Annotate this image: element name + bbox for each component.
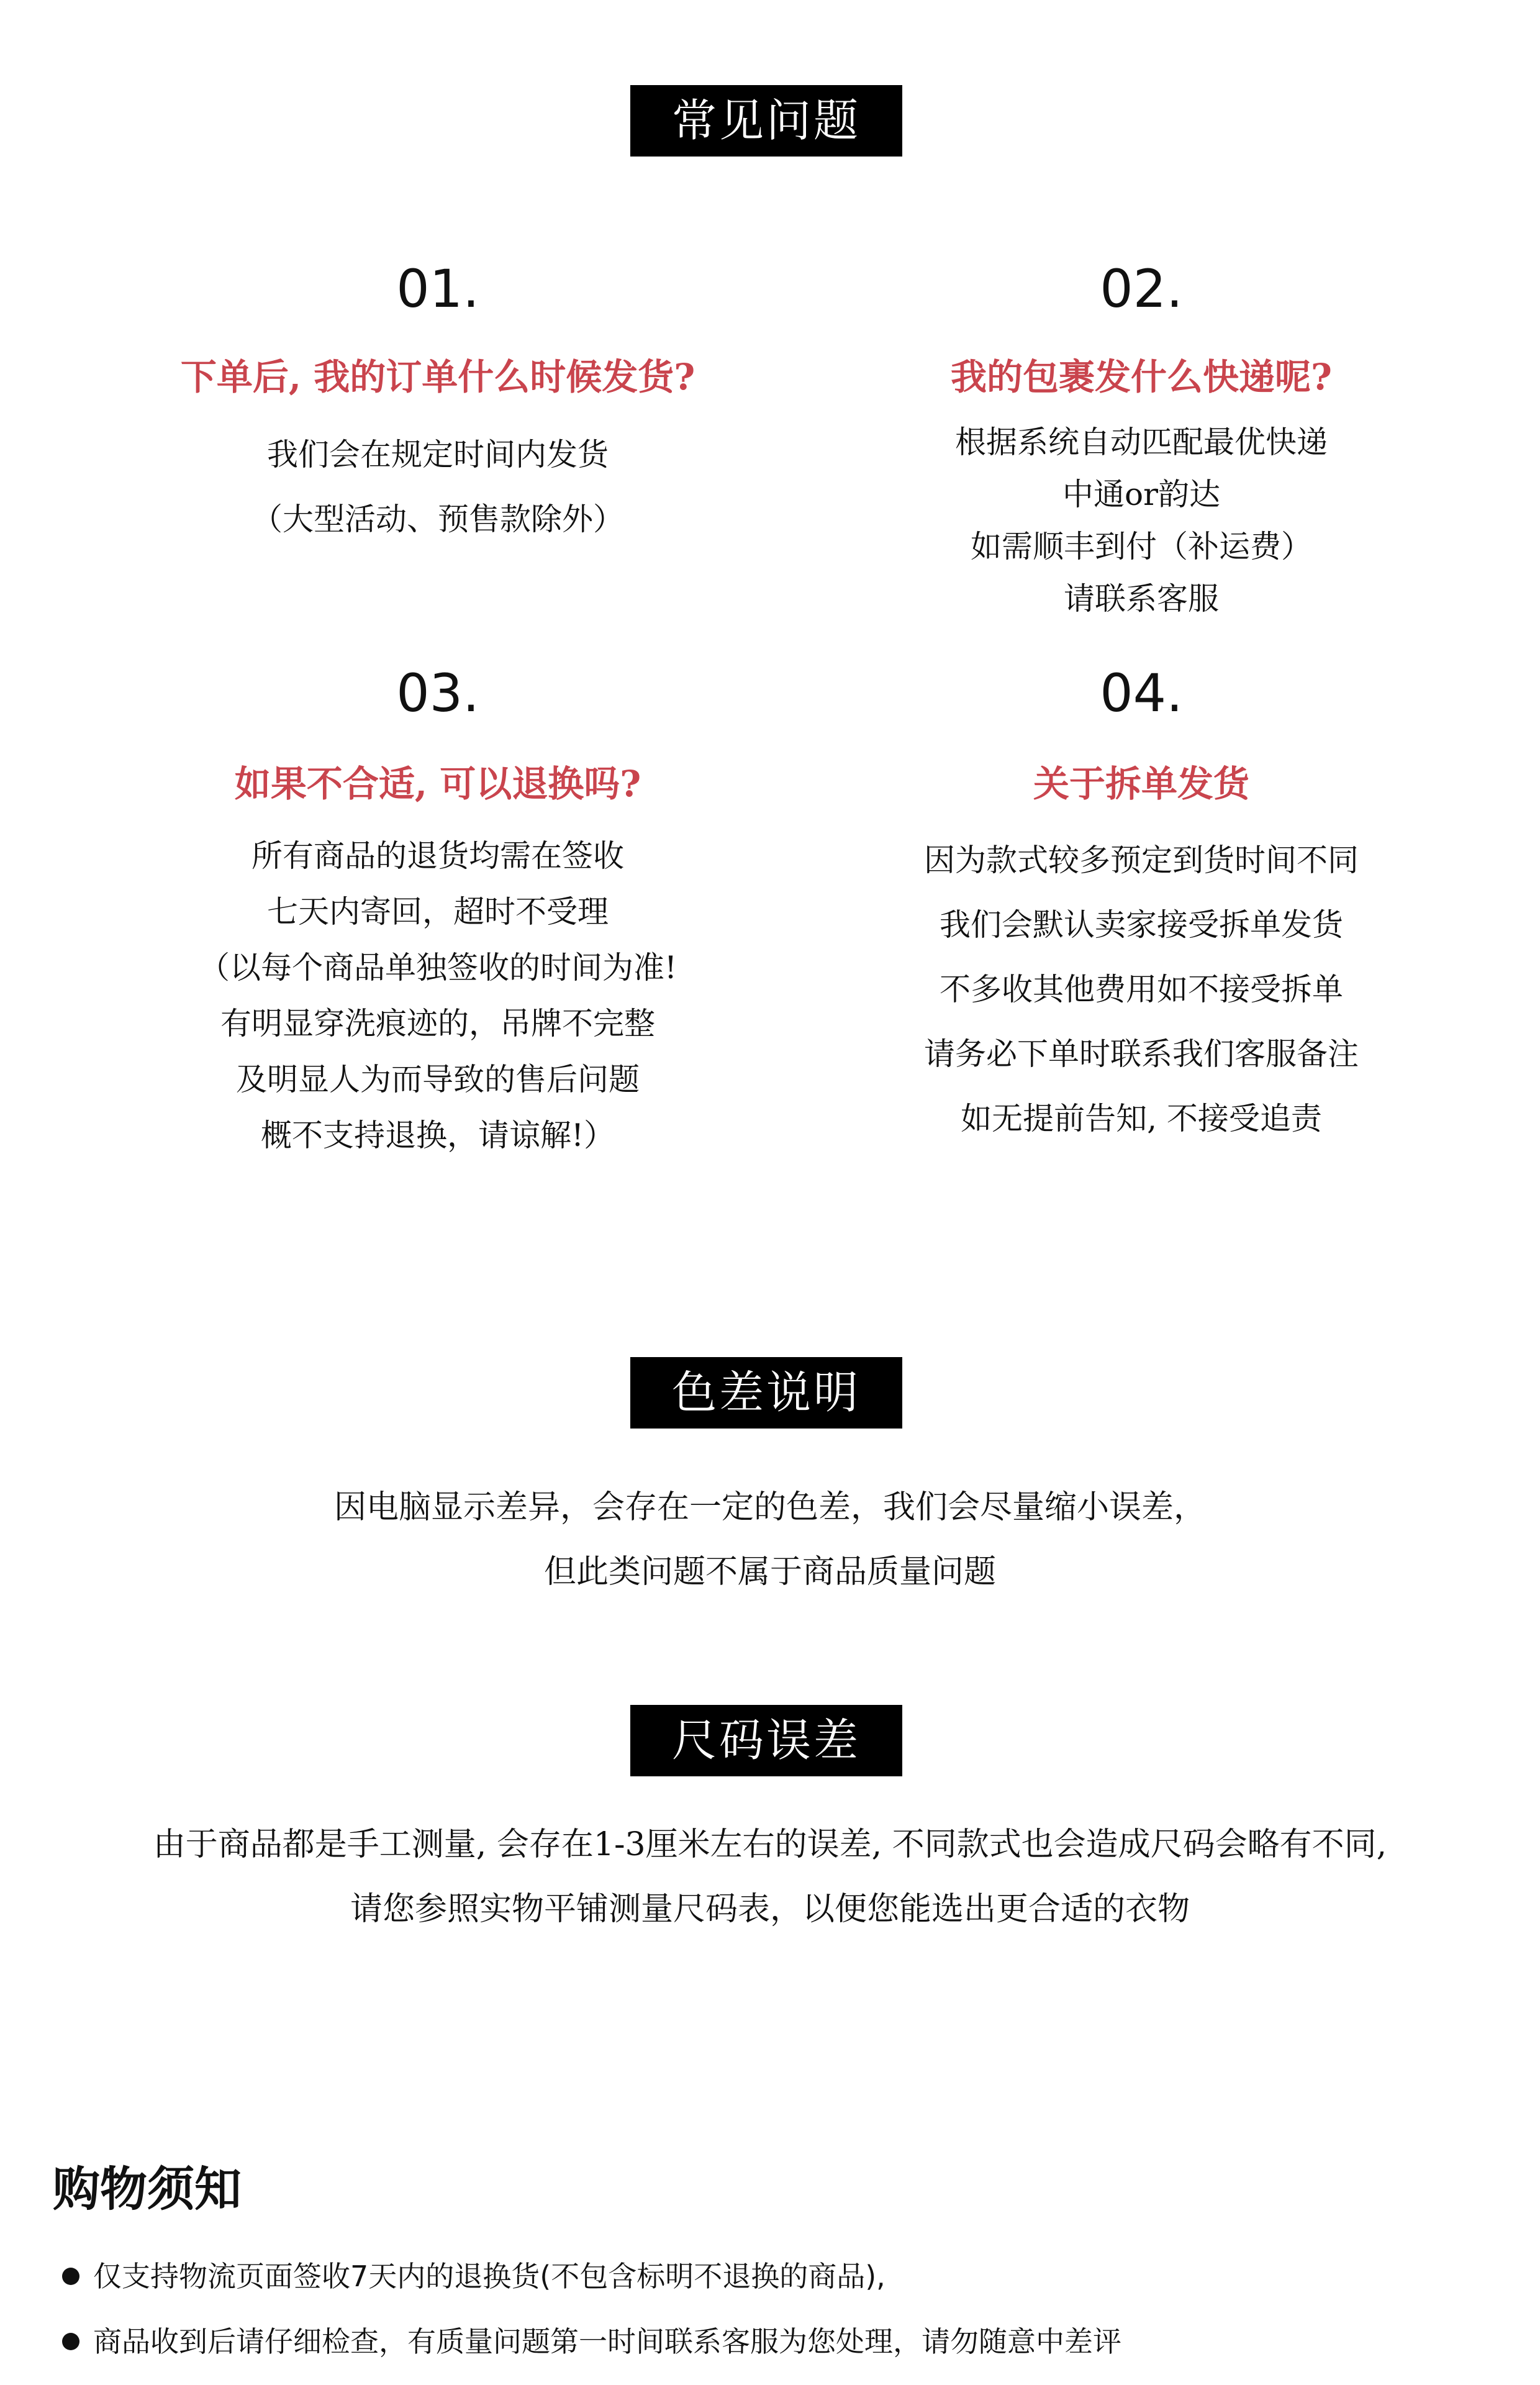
- faq-answer-line: 及明显人为而导致的售后问题: [236, 1061, 640, 1097]
- faq-answer-line: 七天内寄回，超时不受理: [267, 894, 609, 930]
- faq-answer-line: 概不支持退换，请谅解!）: [260, 1117, 615, 1153]
- faq-question: 下单后, 我的订单什么时候发货?: [180, 356, 695, 398]
- faq-answer-line: （以每个商品单独签收的时间为准!: [198, 950, 677, 986]
- color-difference-text: [0, 1475, 1540, 1604]
- faq-answer-line: 我们会默认卖家接受拆单发货: [940, 907, 1343, 943]
- shopping-notice-text: 仅支持物流页面签收7天内的退换货(不包含标明不退换的商品),: [93, 2260, 886, 2293]
- bullet-icon: [62, 2333, 79, 2350]
- size-difference-line: 请您参照实物平铺测量尺码表，以便您能选出更合适的衣物: [350, 1891, 1190, 1928]
- faq-answer-line: 所有商品的退货均需在签收: [251, 838, 624, 874]
- faq-question: 关于拆单发货: [1033, 763, 1249, 805]
- color-difference-line: 因电脑显示差异，会存在一定的色差，我们会尽量缩小误差，: [333, 1489, 1206, 1526]
- faq-answer-line: 如需顺丰到付（补运费）: [971, 529, 1312, 565]
- size-difference-text: [0, 1812, 1540, 1942]
- faq-section-title: 常见问题: [630, 85, 902, 157]
- shopping-notice-title: 购物须知: [53, 2161, 242, 2217]
- faq-answer-line: 请务必下单时联系我们客服备注: [924, 1036, 1359, 1072]
- faq-number: 03.: [396, 663, 479, 724]
- bullet-icon: [62, 2268, 79, 2285]
- faq-answer-line: （大型活动、预售款除外）: [251, 501, 624, 537]
- shopping-notice-text: 商品收到后请仔细检查，有质量问题第一时间联系客服为您处理，请勿随意中差评: [93, 2325, 1121, 2358]
- faq-answer-line: 我们会在规定时间内发货: [267, 437, 609, 473]
- faq-answer: [800, 828, 1483, 1151]
- faq-number: 02.: [1100, 258, 1183, 319]
- faq-answer-line: 因为款式较多预定到货时间不同: [924, 842, 1359, 878]
- faq-answer-line: 中通or韵达: [1062, 476, 1220, 512]
- faq-question: 如果不合适, 可以退换吗?: [234, 763, 641, 805]
- faq-number: 04.: [1100, 663, 1183, 724]
- color-difference-line: 但此类问题不属于商品质量问题: [543, 1553, 996, 1591]
- faq-answer-line: 有明显穿洗痕迹的，吊牌不完整: [220, 1006, 655, 1042]
- faq-answer: [96, 828, 779, 1163]
- color-difference-title: 色差说明: [630, 1357, 902, 1429]
- faq-answer-line: 不多收其他费用如不接受拆单: [940, 971, 1343, 1007]
- faq-answer: [96, 422, 779, 552]
- size-difference-line: 由于商品都是手工测量, 会存在1-3厘米左右的误差, 不同款式也会造成尺码会略有不同,: [153, 1826, 1387, 1863]
- faq-number: 01.: [396, 258, 479, 319]
- faq-answer-line: 根据系统自动匹配最优快递: [955, 424, 1328, 460]
- shopping-notice-item: [62, 2320, 1121, 2363]
- faq-question: 我的包裹发什么快递呢?: [951, 356, 1332, 398]
- shopping-notice-item: [62, 2255, 886, 2298]
- faq-answer-line: 请联系客服: [1064, 581, 1219, 617]
- size-difference-title: 尺码误差: [630, 1705, 902, 1776]
- faq-answer: [800, 416, 1483, 625]
- faq-answer-line: 如无提前告知, 不接受追责: [961, 1101, 1322, 1137]
